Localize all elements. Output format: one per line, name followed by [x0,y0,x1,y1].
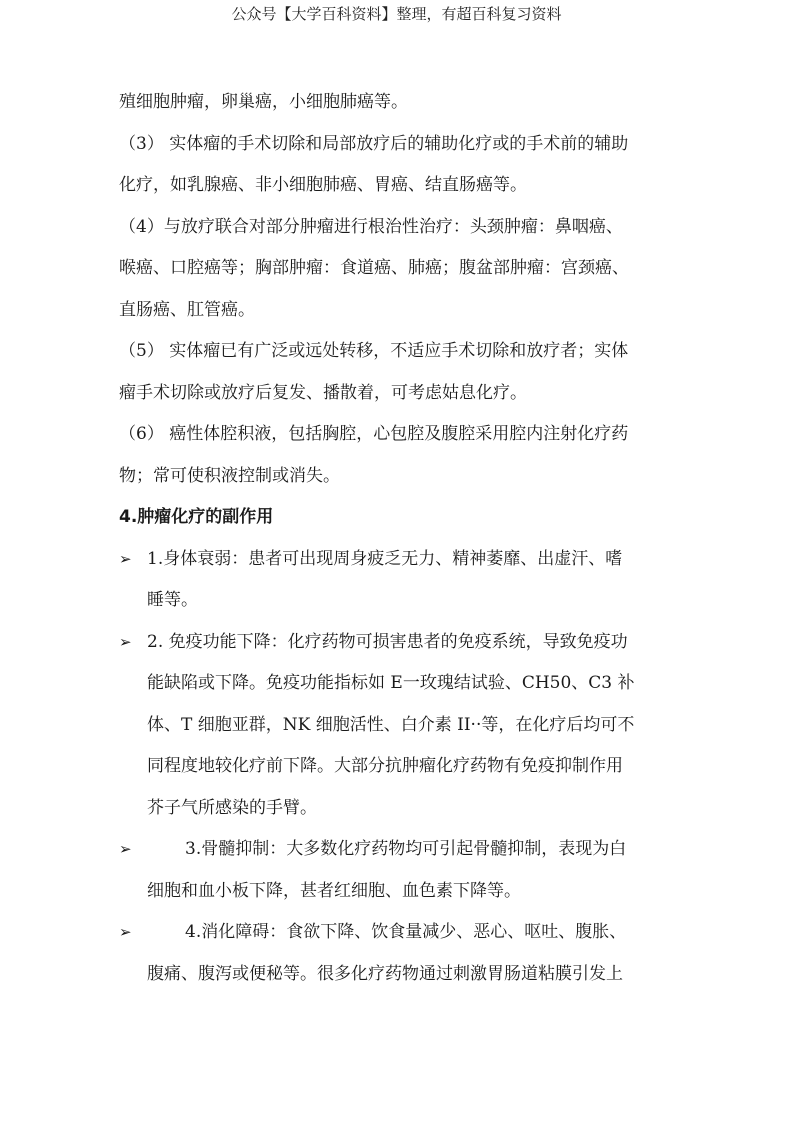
bullet-line: 睡等。 [147,590,198,610]
paragraph-line: （5） 实体瘤已有广泛或远处转移，不适应手术切除和放疗者；实体 [119,341,629,361]
arrow-bullet-icon: ➢ [119,549,132,568]
bullet-line: 腹痛、腹泻或便秘等。很多化疗药物通过刺激胃肠道粘膜引发上 [147,963,623,984]
bullet-line: 2. 免疫功能下降：化疗药物可损害患者的免疫系统，导致免疫功 [147,631,628,652]
paragraph-line: 直肠癌、肛管癌。 [119,299,255,320]
section-title: 4.肿瘤化疗的副作用 [119,507,274,527]
bullet-line: 细胞和血小板下降，甚者红细胞、血色素下降等。 [147,880,521,901]
bullet-item-digestion [119,912,679,995]
bullet-item-marrow [119,829,679,912]
paragraph-line: 物；常可使积液控制或消失。 [119,465,340,486]
document-body [119,82,679,995]
bullet-line: 4.消化障碍：食欲下降、饮食量减少、恶心、呕吐、腹胀、 [185,922,627,942]
bullet-line: 体、T 细胞亚群，NK 细胞活性、白介素 II··等，在化疗后均可不 [147,714,635,735]
bullet-line: 芥子气所感染的手臂。 [147,797,317,818]
paragraph-line: （3） 实体瘤的手术切除和局部放疗后的辅助化疗或的手术前的辅助 [119,133,629,154]
paragraph-line: （4）与放疗联合对部分肿瘤进行根治性治疗：头颈肿瘤：鼻咽癌、 [119,216,623,237]
paragraph-line: 化疗，如乳腺癌、非小细胞肺癌、胃癌、结直肠癌等。 [119,175,527,195]
bullet-item-weakness [119,539,679,622]
bullet-line: 同程度地较化疗前下降。大部分抗肿瘤化疗药物有免疫抑制作用 [147,756,623,776]
paragraph-line: （6） 癌性体腔积液，包括胸腔，心包腔及腹腔采用腔内注射化疗药 [119,424,629,444]
arrow-bullet-icon: ➢ [119,632,132,651]
bullet-line: 3.骨髓抑制：大多数化疗药物均可引起骨髓抑制，表现为白 [185,839,627,859]
arrow-bullet-icon: ➢ [119,923,132,941]
paragraph-line: 殖细胞肿瘤，卵巢癌，小细胞肺癌等。 [119,92,408,112]
bullet-line: 能缺陷或下降。免疫功能指标如 E一玫瑰结试验、CH50、C3 补 [147,673,635,693]
arrow-bullet-icon: ➢ [119,840,132,858]
paragraph-line: 喉癌、口腔癌等；胸部肿瘤：食道癌、肺癌；腹盆部肿瘤：宫颈癌、 [119,258,629,278]
bullet-line: 1.身体衰弱：患者可出现周身疲乏无力、精神萎靡、出虚汗、嗜 [147,548,623,569]
paragraph-line: 瘤手术切除或放疗后复发、播散着，可考虑姑息化疗。 [119,382,527,403]
bullet-item-immunity [119,622,679,830]
page-header: 公众号【大学百科资料】整理，有超百科复习资料 [231,5,562,23]
